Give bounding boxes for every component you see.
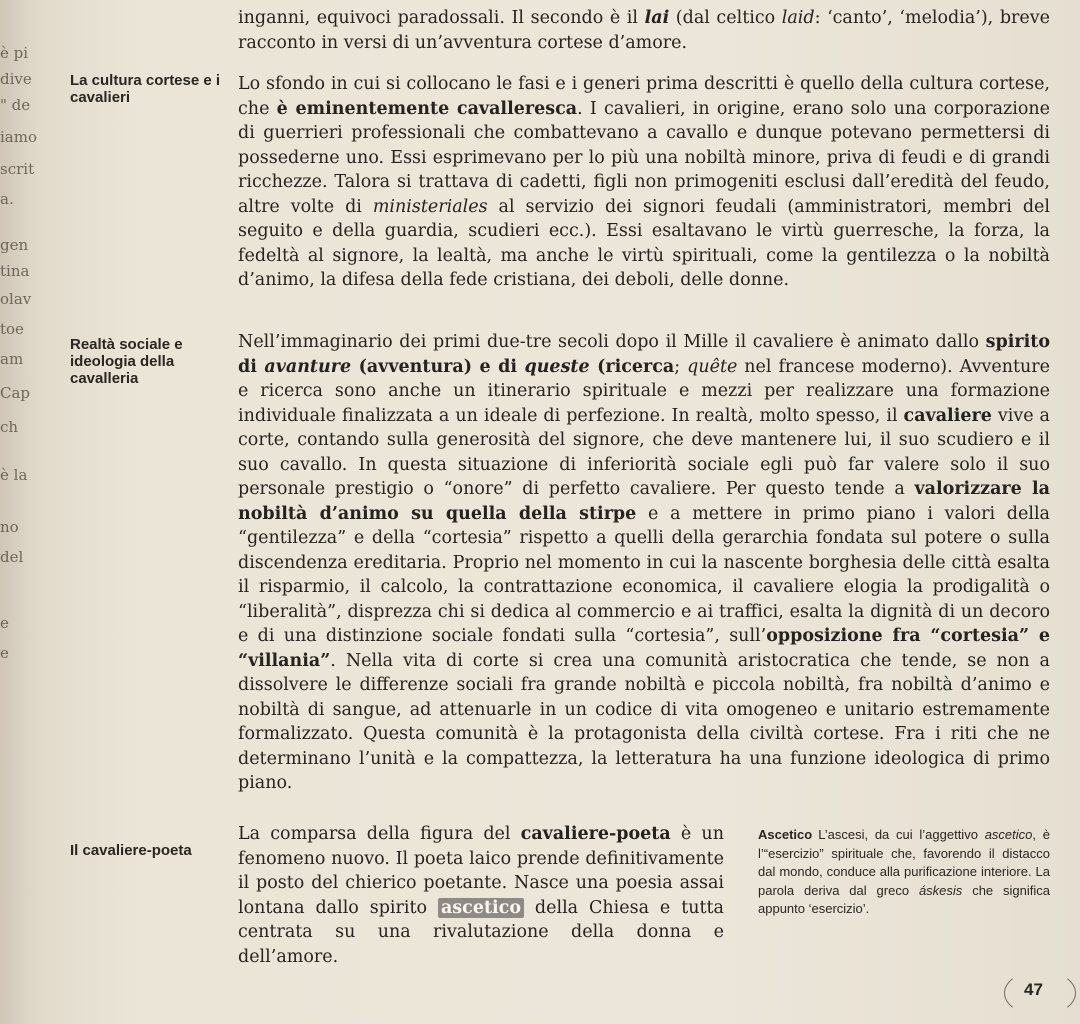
fragment: ch xyxy=(0,418,19,436)
fragment: dive xyxy=(0,70,32,88)
facing-page-fragments xyxy=(0,40,50,680)
fragment: a. xyxy=(0,190,14,208)
fragment: gen xyxy=(0,236,29,254)
fragment: toe xyxy=(0,320,24,338)
fragment: è pi xyxy=(0,44,29,62)
section-cultura-cortese-paragraph: Lo sfondo in cui si collocano le fasi e i generi prima descritti è quello della cultura cortese, che è eminentemente cavalleresca. I cavalieri, in origine, erano solo una corporazione di guerrieri professionali che combattevano a cavallo e dunque potevano permettersi di possederne uno. Essi esprimevano per lo più una nobiltà minore, priva di feudi e di grandi ricchezze. Talora si trattava di cadetti, figli non primogeniti esclusi dall’eredità del feudo, altre volte di ministeriales al servizio dei signori feudali (amministratori, membri del seguito e della guardia, scudieri ecc.). Essi esaltavano le virtù guerresche, la forza, la fedeltà al signore, la lealtà, ma anche le virtù spirituali, come la gentilezza o la nobiltà d’animo, la difesa della fede cristiana, dei deboli, delle donne. xyxy=(238,74,1050,290)
glossary-box-ascetico: Ascetico L’ascesi, da cui l’aggettivo ascetico, è l’“esercizio” spirituale che, favorendo il distacco dal mondo, conduce alla purificazione interiore. La parola deriva dal greco áskesis che significa appunto ‘esercizio’. xyxy=(758,827,1051,916)
fragment: " de xyxy=(0,96,31,114)
section-realta-sociale-paragraph: Nell’immaginario dei primi due-tre secoli dopo il Mille il cavaliere è animato dallo spirito di avanture (avventura) e di queste (ricerca; quête nel francese moderno). Avventure e ricerca sono anche un itinerario spirituale e mezzi per realizzare una formazione individuale finalizzata a un ideale di perfezione. In realtà, molto spesso, il cavaliere vive a corte, contando sulla generosità del signore, che deve mantenere lui, il suo scudiero e il suo cavallo. In questa situazione di inferiorità sociale egli può far valere solo il suo personale prestigio o “onore” di perfetto cavaliere. Per questo tende a valorizzare la nobiltà d’animo su quella della stirpe e a mettere in primo piano i valori della “gentilezza” e della “cortesia” rispetto a quelli della gerarchia fondata sul potere o sulla discendenza ereditaria. Proprio nel momento in cui la nascente borghesia delle città esalta il risparmio, il calcolo, la contrattazione economica, il cavaliere elogia la prodigalità o “liberalità”, disprezza chi si dedica al commercio e ai traffici, esalta la dignità di un decoro e di una distinzione sociale fondati sulla “cortesia”, sull’opposizione fra “cortesia” e “villania”. Nella vita di corte si crea una comunità aristocratica che tende, se non a dissolvere le differenze sociali fra grande nobiltà e piccola nobiltà, fra nobiltà d’animo e nobiltà di sangue, ad attenuarle in un codice di vita omogeneo e unitario estremamente formalizzato. Questa comunità è la protagonista della civiltà cortese. Fra i riti che ne determinano l’unità e la compattezza, la letteratura ha una funzione ideologica di primo piano. xyxy=(238,332,1050,793)
section-label-cultura-cortese: La cultura cortese e i cavalieri xyxy=(70,72,221,106)
fragment: am xyxy=(0,350,24,368)
page-number-value: 47 xyxy=(1024,980,1043,999)
section-cavaliere-poeta-paragraph: La comparsa della figura del cavaliere-poeta è un fenomeno nuovo. Il poeta laico prende definitivamente il posto del chierico poetante. Nasce una poesia assai lontana dallo spirito ascetico della Chiesa e tutta centrata su una rivalutazione della donna e dell’amore. xyxy=(238,824,724,967)
section-label-cavaliere-poeta: Il cavaliere-poeta xyxy=(70,842,192,859)
section-label-realta-sociale: Realtà sociale e ideologia della cavalleria xyxy=(70,336,183,387)
fragment: tina xyxy=(0,262,30,280)
fragment: e xyxy=(0,614,9,632)
highlighted-term-ascetico: ascetico xyxy=(438,898,524,918)
glossary-term: Ascetico xyxy=(758,827,813,842)
page-number xyxy=(1000,968,1080,1016)
fragment: no xyxy=(0,518,19,536)
fragment: olav xyxy=(0,290,32,308)
fragment: è la xyxy=(0,466,28,484)
fragment: del xyxy=(0,548,24,566)
intro-paragraph: inganni, equivoci paradossali. Il secondo è il lai (dal celtico laid: ‘canto’, ‘melodia’), breve racconto in versi di un’avventura cortese d’amore. xyxy=(238,8,1050,53)
fragment: e xyxy=(0,644,9,662)
fragment: Cap xyxy=(0,384,31,402)
fragment: iamo xyxy=(0,128,37,146)
fragment: scrit xyxy=(0,160,35,178)
